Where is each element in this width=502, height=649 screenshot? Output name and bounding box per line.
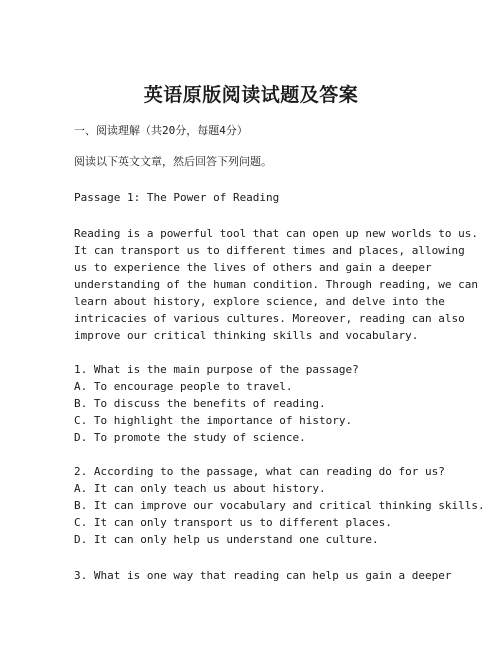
passage-line: Reading is a powerful tool that can open up new worlds to us. xyxy=(74,227,478,240)
instruction-text: 阅读以下英文文章，然后回答下列问题。 xyxy=(74,155,272,168)
question-stem: 1. What is the main purpose of the passage? xyxy=(74,363,359,376)
question-stem: 2. According to the passage, what can reading do for us? xyxy=(74,465,445,478)
passage-line: understanding of the human condition. Through reading, we can xyxy=(74,278,478,291)
question-option: D. It can only help us understand one culture. xyxy=(74,533,379,546)
question-option: A. It can only teach us about history. xyxy=(74,482,326,495)
question-stem: 3. What is one way that reading can help us gain a deeper xyxy=(74,569,452,582)
question-option: C. To highlight the importance of history. xyxy=(74,414,353,427)
question-option: C. It can only transport us to different places. xyxy=(74,516,392,529)
passage-line: It can transport us to different times and places, allowing xyxy=(74,244,465,257)
document-title: 英语原版阅读试题及答案 xyxy=(143,84,359,106)
passage-title: Passage 1: The Power of Reading xyxy=(74,191,280,204)
question-option: A. To encourage people to travel. xyxy=(74,380,293,393)
question-option: D. To promote the study of science. xyxy=(74,431,306,444)
question-option: B. To discuss the benefits of reading. xyxy=(74,397,326,410)
section-heading: 一、阅读理解（共20分，每题4分） xyxy=(74,124,248,137)
passage-line: us to experience the lives of others and gain a deeper xyxy=(74,261,432,274)
question-option: B. It can improve our vocabulary and critical thinking skills. xyxy=(74,499,485,512)
passage-line: learn about history, explore science, and delve into the xyxy=(74,295,445,308)
passage-line: improve our critical thinking skills and vocabulary. xyxy=(74,329,419,342)
passage-line: intricacies of various cultures. Moreover, reading can also xyxy=(74,312,465,325)
